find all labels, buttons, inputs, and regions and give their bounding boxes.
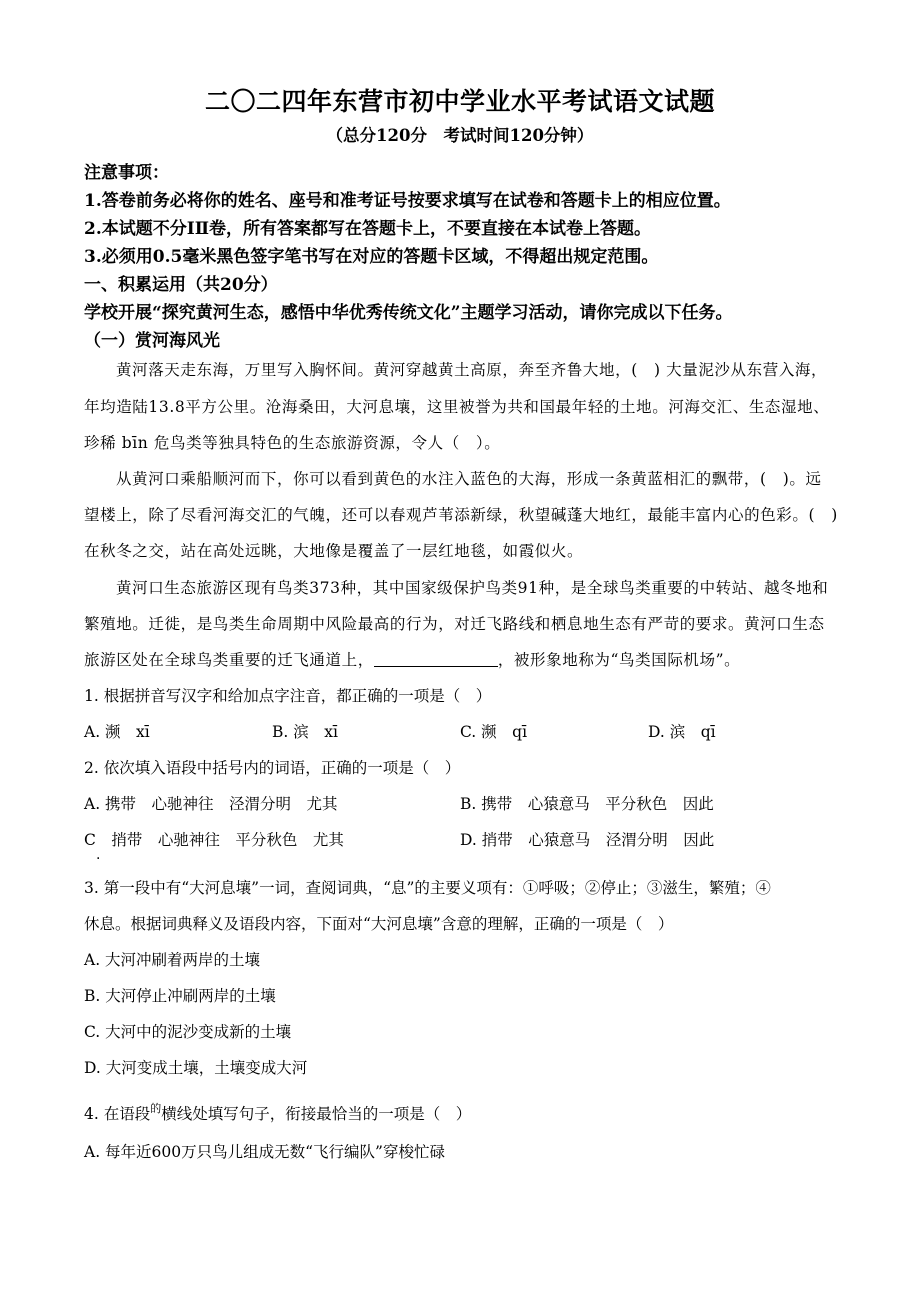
question-stem <box>84 1100 471 1124</box>
exam-title: 二〇二四年东营市初中学业水平考试语文试题 <box>204 87 715 116</box>
passage-text: ，被形象地称为“鸟类国际机场”。 <box>497 651 741 669</box>
option-d: D. 捎带 心猿意马 泾渭分明 因此 <box>460 831 715 849</box>
option-c: C 捎带 心驰神往 平分秋色 尤其 <box>84 831 344 849</box>
section-intro: 学校开展“探究黄河生态，感悟中华优秀传统文化”主题学习活动，请你完成以下任务。 <box>84 303 733 323</box>
section-heading: 一、积累运用（共20分） <box>84 275 278 295</box>
notice-item: 1.答卷前务必将你的姓名、座号和准考证号按要求填写在试卷和答题卡上的相应位置。 <box>84 191 731 211</box>
stray-dot: . <box>96 847 101 863</box>
notice-item: 3.必须用0.5毫米黑色签字笔书写在对应的答题卡区域，不得超出规定范围。 <box>84 247 659 267</box>
question-stem: 休息。根据词典释义及语段内容，下面对“大河息壤”含意的理解，正确的一项是（ ） <box>84 915 674 933</box>
option-d: D. 大河变成土壤，土壤变成大河 <box>84 1059 308 1077</box>
passage-text: 旅游区处在全球鸟类重要的迁飞通道上， <box>84 651 374 669</box>
passage-line: 望楼上，除了尽看河海交汇的气魄，还可以春观芦苇添新绿，秋望碱蓬大地红，最能丰富内心的色彩。( ) <box>84 506 838 524</box>
passage-line: 黄河口生态旅游区现有鸟类373种，其中国家级保护鸟类91种，是全球鸟类重要的中转站、越冬地和 <box>116 579 829 597</box>
question-stem: 1. 根据拼音写汉字和给加点字注音，都正确的一项是（ ） <box>84 687 492 705</box>
option-c: C. 大河中的泥沙变成新的土壤 <box>84 1023 292 1041</box>
answer-blank <box>374 652 498 667</box>
option-c: C. 濒 qī <box>460 723 528 741</box>
passage-line: 黄河落天走东海，万里写入胸怀间。黄河穿越黄土高原，奔至齐鲁大地，( ) 大量泥沙从东营入海， <box>116 361 828 379</box>
stem-text: 4. 在语段 <box>84 1105 151 1123</box>
passage-line: 珍稀 bīn 危鸟类等独具特色的生态旅游资源，令人（ ）。 <box>84 434 501 452</box>
option-a: A. 濒 xī <box>84 723 150 741</box>
notice-heading: 注意事项： <box>84 163 169 183</box>
option-a: A. 大河冲刷着两岸的土壤 <box>84 951 261 969</box>
option-a: A. 每年近600万只鸟儿组成无数“飞行编队”穿梭忙碌 <box>84 1143 445 1161</box>
passage-line <box>84 648 740 670</box>
sub-section-heading: （一）赏河海风光 <box>84 331 220 351</box>
question-stem: 3. 第一段中有“大河息壤”一词，查阅词典，“息”的主要义项有：①呼吸；②停止；③滋生，繁殖；④ <box>84 879 771 897</box>
passage-line: 年均造陆13.8平方公里。沧海桑田，大河息壤，这里被誉为共和国最年轻的土地。河海交汇、生态湿地、 <box>84 398 830 416</box>
exam-subtitle: （总分120分 考试时间120分钟） <box>326 126 594 145</box>
stem-text: 横线处填写句子，衔接最恰当的一项是（ ） <box>161 1105 472 1123</box>
notice-item: 2.本试题不分ⅠⅡ卷，所有答案都写在答题卡上，不要直接在本试卷上答题。 <box>84 219 652 239</box>
passage-line: 在秋冬之交，站在高处远眺，大地像是覆盖了一层红地毯，如霞似火。 <box>84 542 584 560</box>
passage-line: 繁殖地。迁徙，是鸟类生命周期中风险最高的行为，对迁飞路线和栖息地生态有严苛的要求。黄河口生态 <box>84 615 825 633</box>
passage-line: 从黄河口乘船顺河而下，你可以看到黄色的水注入蓝色的大海，形成一条黄蓝相汇的飘带，( )。远 <box>116 470 822 488</box>
option-b: B. 携带 心猿意马 平分秋色 因此 <box>460 795 714 813</box>
question-stem: 2. 依次填入语段中括号内的词语，正确的一项是（ ） <box>84 759 461 777</box>
stem-superscript: 的 <box>150 1102 162 1115</box>
option-b: B. 大河停止冲刷两岸的土壤 <box>84 987 276 1005</box>
option-b: B. 滨 xī <box>272 723 338 741</box>
option-a: A. 携带 心驰神往 泾渭分明 尤其 <box>84 795 338 813</box>
option-d: D. 滨 qī <box>648 723 716 741</box>
